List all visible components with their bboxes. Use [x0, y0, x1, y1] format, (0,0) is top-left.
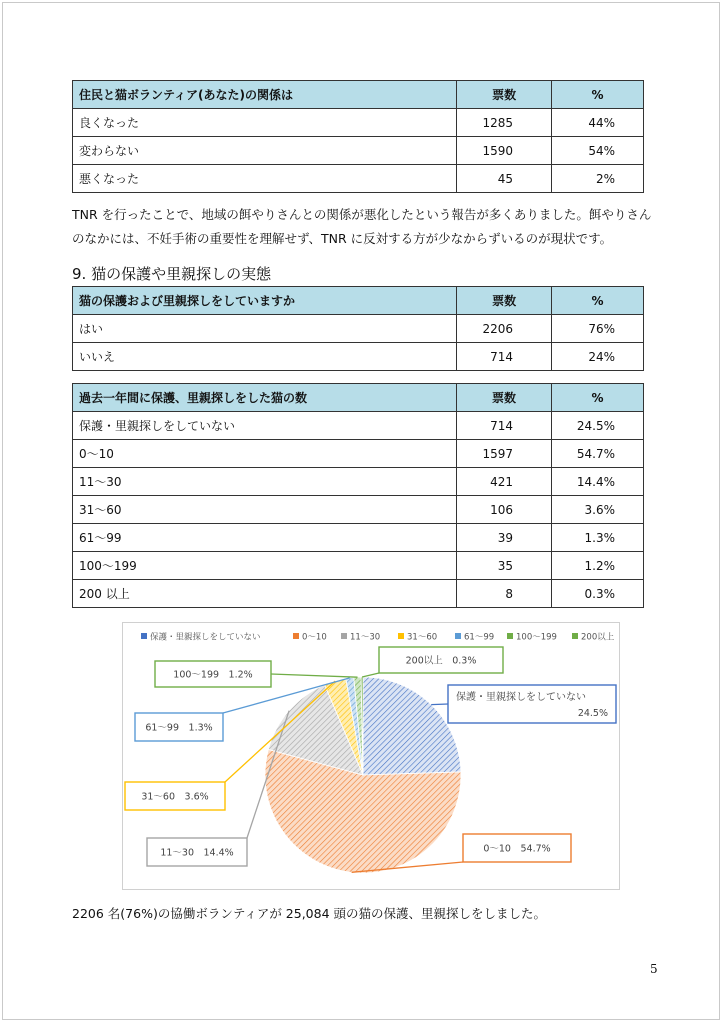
row-percent: 3.6% — [552, 496, 644, 524]
table-row — [73, 137, 644, 165]
row-label: 良くなった — [73, 109, 457, 137]
row-percent: 54% — [552, 137, 644, 165]
data-label: 11〜30 14.4% — [160, 847, 234, 859]
row-percent: 1.3% — [552, 524, 644, 552]
section-title: 9. 猫の保護や里親探しの実態 — [72, 265, 272, 283]
legend-swatch — [572, 633, 578, 639]
legend-entry — [141, 632, 261, 643]
header-votes: 票数 — [457, 81, 552, 109]
row-percent: 24.5% — [552, 412, 644, 440]
table-header-row — [73, 384, 644, 412]
row-label: 61〜99 — [73, 524, 457, 552]
row-percent: 1.2% — [552, 552, 644, 580]
row-percent: 44% — [552, 109, 644, 137]
row-label: 変わらない — [73, 137, 457, 165]
table-row — [73, 315, 644, 343]
table-row — [73, 109, 644, 137]
row-label: はい — [73, 315, 457, 343]
header-question: 住民と猫ボランティア(あなた)の関係は — [73, 81, 457, 109]
table-header-row — [73, 81, 644, 109]
row-percent: 0.3% — [552, 580, 644, 608]
row-label: 悪くなった — [73, 165, 457, 193]
legend-label: 保護・里親探しをしていない — [150, 632, 261, 643]
row-label: 0〜10 — [73, 440, 457, 468]
header-question: 猫の保護および里親探しをしていますか — [73, 287, 457, 315]
table-row — [73, 524, 644, 552]
row-votes: 39 — [457, 524, 552, 552]
data-label: 保護・里親探しをしていない — [456, 692, 586, 703]
legend-swatch — [507, 633, 513, 639]
row-percent: 24% — [552, 343, 644, 371]
paragraph-line: のなかには、不妊手術の重要性を理解せず、TNR に反対する方が少なからずいるのが現状です。 — [72, 231, 613, 246]
legend-entry — [507, 633, 557, 643]
legend-entry — [455, 633, 494, 643]
relationship-paragraph — [72, 203, 652, 251]
legend-swatch — [398, 633, 404, 639]
row-percent: 2% — [552, 165, 644, 193]
data-label: 24.5% — [577, 708, 608, 719]
rescue-table — [72, 286, 644, 371]
paragraph-line: TNR を行ったことで、地域の餌やりさんとの関係が悪化したという報告が多くありました。餌やりさん — [72, 207, 652, 222]
row-votes: 35 — [457, 552, 552, 580]
table-row — [73, 496, 644, 524]
row-votes: 1590 — [457, 137, 552, 165]
leader-line — [271, 674, 358, 677]
legend-label: 11〜30 — [350, 632, 381, 643]
data-label: 0〜10 54.7% — [483, 843, 551, 855]
legend-entry — [398, 633, 437, 643]
chart-legend — [141, 632, 615, 643]
legend-label: 100〜199 — [516, 632, 557, 643]
table-header-row — [73, 287, 644, 315]
leader-line — [362, 673, 379, 677]
legend-entry — [572, 632, 615, 643]
data-label: 100〜199 1.2% — [173, 669, 253, 681]
table-row — [73, 412, 644, 440]
legend-label: 200以上 — [581, 632, 615, 643]
row-label: 保護・里親探しをしていない — [73, 412, 457, 440]
data-label: 61〜99 1.3% — [145, 722, 213, 734]
table-row — [73, 165, 644, 193]
legend-entry — [293, 633, 327, 643]
row-label: 11〜30 — [73, 468, 457, 496]
table-row — [73, 552, 644, 580]
legend-swatch — [341, 633, 347, 639]
row-label: 31〜60 — [73, 496, 457, 524]
legend-entry — [341, 633, 380, 643]
leader-line — [431, 704, 448, 705]
legend-label: 0〜10 — [302, 632, 327, 643]
row-label: 100〜199 — [73, 552, 457, 580]
header-votes: 票数 — [457, 384, 552, 412]
table-row — [73, 580, 644, 608]
pie-slice — [363, 677, 461, 775]
pie-chart — [122, 622, 620, 890]
rescue-count-table — [72, 383, 644, 608]
row-votes: 2206 — [457, 315, 552, 343]
row-votes: 1597 — [457, 440, 552, 468]
row-percent: 14.4% — [552, 468, 644, 496]
row-votes: 714 — [457, 412, 552, 440]
row-percent: 54.7% — [552, 440, 644, 468]
legend-swatch — [455, 633, 461, 639]
row-votes: 106 — [457, 496, 552, 524]
data-label: 200以上 0.3% — [405, 655, 477, 667]
row-label: 200 以上 — [73, 580, 457, 608]
table-row — [73, 468, 644, 496]
data-label: 31〜60 3.6% — [141, 791, 209, 803]
header-question: 過去一年間に保護、里親探しをした猫の数 — [73, 384, 457, 412]
legend-swatch — [293, 633, 299, 639]
header-percent: % — [552, 384, 644, 412]
row-votes: 421 — [457, 468, 552, 496]
row-percent: 76% — [552, 315, 644, 343]
row-votes: 45 — [457, 165, 552, 193]
pie-chart-svg — [123, 623, 619, 889]
legend-label: 61〜99 — [464, 632, 495, 643]
legend-label: 31〜60 — [407, 632, 438, 643]
row-votes: 714 — [457, 343, 552, 371]
table-row — [73, 440, 644, 468]
summary-paragraph: 2206 名(76%)の協働ボランティアが 25,084 頭の猫の保護、里親探しをしました。 — [72, 906, 547, 921]
row-votes: 1285 — [457, 109, 552, 137]
table-row — [73, 343, 644, 371]
page-number: 5 — [650, 962, 658, 976]
header-percent: % — [552, 81, 644, 109]
row-label: いいえ — [73, 343, 457, 371]
legend-swatch — [141, 633, 147, 639]
relationship-table — [72, 80, 644, 193]
header-percent: % — [552, 287, 644, 315]
header-votes: 票数 — [457, 287, 552, 315]
row-votes: 8 — [457, 580, 552, 608]
